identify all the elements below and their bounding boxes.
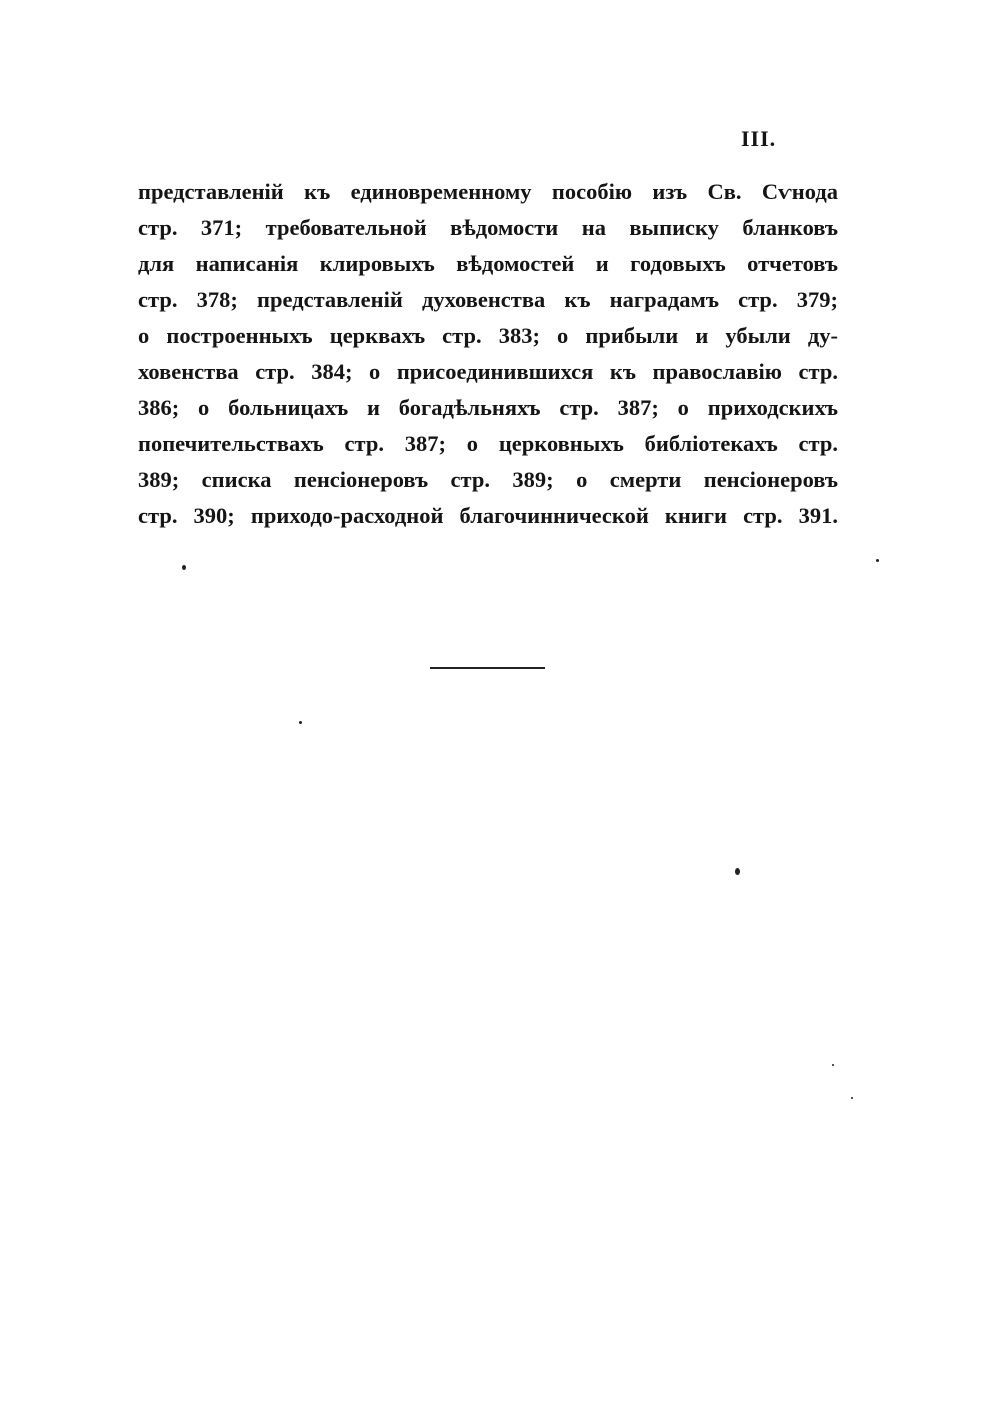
text-line: попечительствахъ стр. 387; о церковныхъ библіотекахъ стр. — [138, 431, 838, 456]
page-number: III. — [741, 126, 777, 151]
text-line: ховенства стр. 384; о присоединившихся къ православію стр. — [138, 359, 838, 384]
text-line: 389; списка пенсіонеровъ стр. 389; о смерти пенсіонеровъ — [138, 467, 838, 492]
scan-speck — [182, 565, 186, 570]
scan-speck — [832, 1064, 834, 1066]
text-line: представленій къ единовременному пособію изъ Св. Сѵнода — [138, 179, 838, 204]
body-text — [138, 174, 838, 534]
text-line: стр. 390; приходо-расходной благочиннической книги стр. 391. — [138, 503, 838, 528]
text-line: стр. 371; требовательной вѣдомости на выписку бланковъ — [138, 215, 838, 240]
scan-speck — [876, 559, 879, 562]
text-line: 386; о больницахъ и богадѣльняхъ стр. 387; о приходскихъ — [138, 395, 838, 420]
text-line: для написанія клировыхъ вѣдомостей и годовыхъ отчетовъ — [138, 251, 838, 276]
text-line: о построенныхъ церквахъ стр. 383; о прибыли и убыли ду- — [138, 323, 838, 348]
section-divider — [430, 667, 545, 669]
scan-speck — [299, 721, 302, 724]
text-line: стр. 378; представленій духовенства къ наградамъ стр. 379; — [138, 287, 838, 312]
scan-speck — [851, 1097, 853, 1099]
scan-speck — [735, 868, 740, 875]
